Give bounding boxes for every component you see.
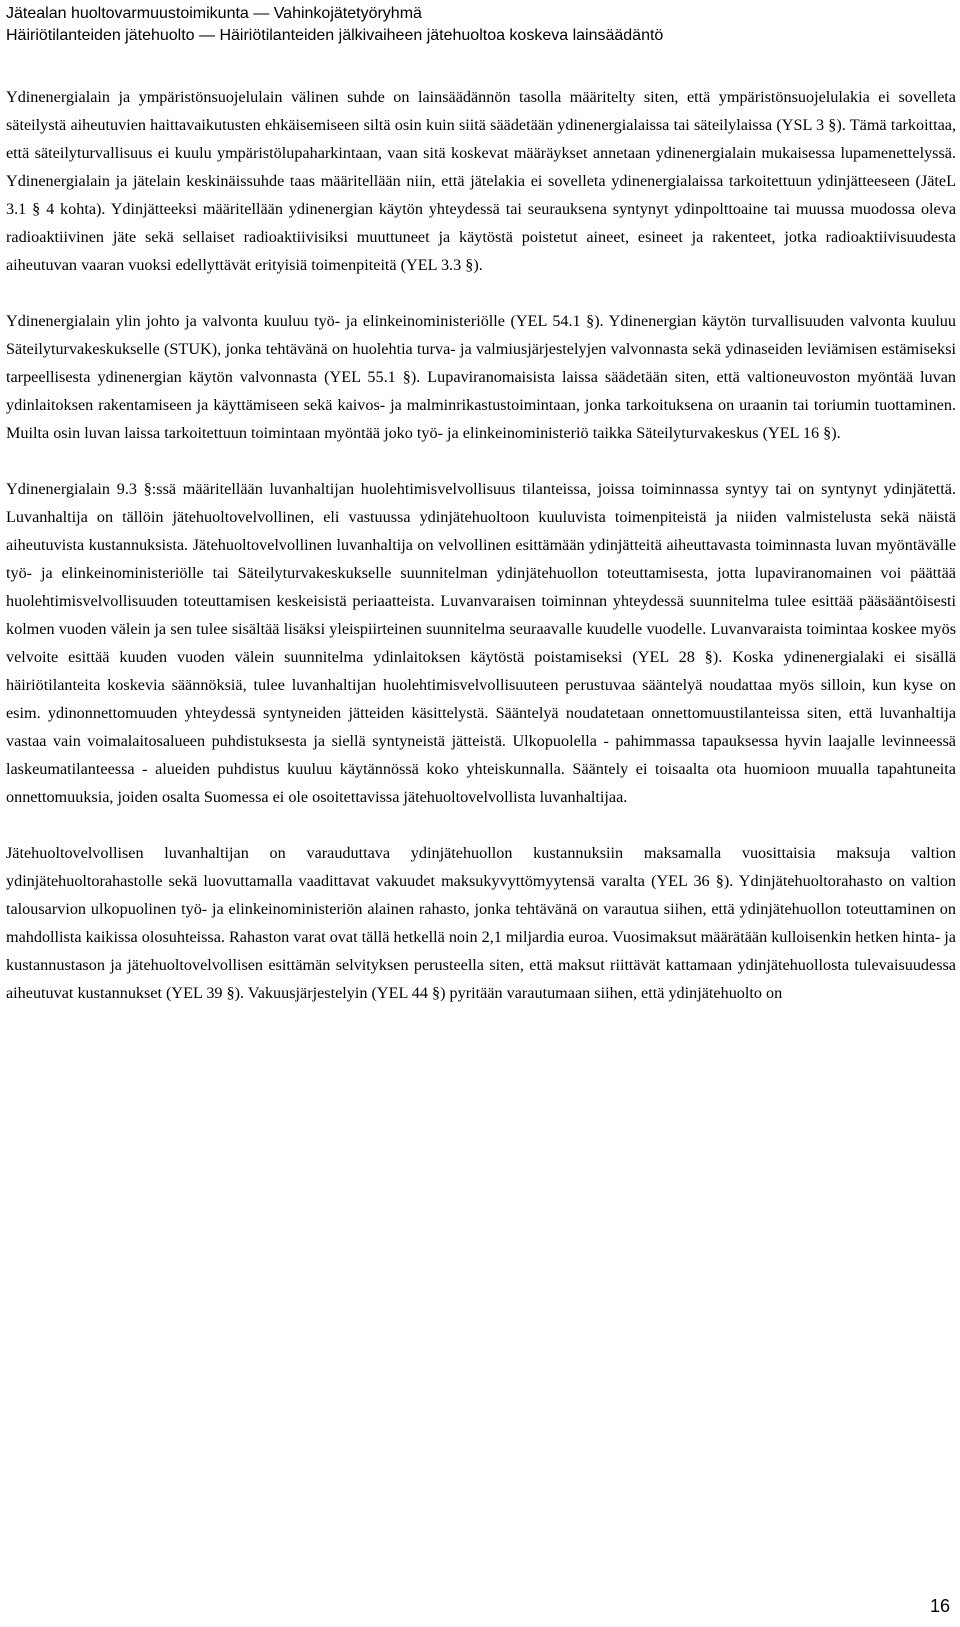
header-section: Häiriötilanteiden jätehuolto — Häiriötilanteiden jälkivaiheen jätehuoltoa koskeva lainsäädäntö xyxy=(6,27,664,44)
paragraph-3: Ydinenergialain 9.3 §:ssä määritellään luvanhaltijan huolehtimisvelvollisuus tilanteissa, joissa toiminnassa syntyy tai on syntynyt ydinjätettä. Luvanhaltija on tällöin jätehuoltovelvollinen, eli vastuussa ydinjätehuoltoon kuuluvista toimenpiteistä ja niiden valmistelusta sekä näistä aiheutuvista kustannuksista. Jätehuoltovelvollinen luvanhaltija on velvollinen esittämään ydinjätteitä aiheuttavasta toiminnasta luvan myöntävälle työ- ja elinkeinoministeriölle tai Säteilyturvakeskukselle suunnitelman ydinjätehuollon toteuttamisesta, jotta lupaviranomainen voi päättää huolehtimisvelvollisuuden toteuttamisen keskeisistä periaatteista. Luvanvaraisen toiminnan yhteydessä suunnitelma tulee esittää pääsääntöisesti kolmen vuoden välein ja sen tulee sisältää lisäksi yleispiirteinen suunnitelma seuraavalle kuudelle vuodelle. Luvanvaraista toimintaa koskee myös velvoite esittää kuuden vuoden välein suunnitelma ydinlaitoksen käytöstä poistamiseksi (YEL 28 §). Koska ydinenergialaki ei sisällä häiriötilanteita koskevia säännöksiä, tulee luvanhaltijan huolehtimisvelvollisuuteen perustuvaa sääntelyä noudattaa myös silloin, kun kyse on esim. ydinonnettomuuden yhteydessä syntyneiden jätteiden käsittelystä. Sääntelyä noudatetaan onnettomuustilanteissa siten, että luvanhaltija vastaa vain voimalaitosalueen puhdistuksesta ja siellä syntyneistä jätteistä. Ulkopuolella - pahimmassa tapauksessa hyvin laajalle levinneessä laskeumatilanteessa - alueiden puhdistus kuuluu käytännössä koko yhteiskunnalla. Sääntely ei toisaalta ota huomioon muualla tapahtuneita onnettomuuksia, joiden osalta Suomessa ei ole osoitettavissa jätehuoltovelvollista luvanhaltijaa. xyxy=(6,480,956,806)
running-header xyxy=(6,3,956,47)
page-number: 16 xyxy=(929,1596,950,1616)
paragraph-1: Ydinenergialain ja ympäristönsuojelulain välinen suhde on lainsäädännön tasolla määritelty siten, että ympäristönsuojelulakia ei sovelleta säteilystä aiheutuvien haittavaikutusten ehkäisemiseen siltä osin kuin siitä säädetään ydinenergialaissa tai säteilylaissa (YSL 3 §). Tämä tarkoittaa, että säteilyturvallisuus ei kuulu ympäristölupaharkintaan, vaan sitä koskevat määräykset annetaan ydinenergialain mukaisessa lupamenettelyssä. Ydinenergialain ja jätelain keskinäissuhde taas määritellään niin, että jätelakia ei sovelleta ydinenergialaissa tarkoitettuun ydinjätteeseen (JäteL 3.1 § 4 kohta). Ydinjätteeksi määritellään ydinenergian käytön yhteydessä tai seurauksena syntynyt ydinpolttoaine tai muussa muodossa oleva radioaktiivinen jäte sekä sellaiset radioaktiivisiksi muuttuneet ja käytöstä poistetut aineet, esineet ja rakenteet, jotka radioaktiivisuudesta aiheutuvan vaaran vuoksi edellyttävät erityisiä toimenpiteitä (YEL 3.3 §). xyxy=(6,88,956,274)
paragraph-2: Ydinenergialain ylin johto ja valvonta kuuluu työ- ja elinkeinoministeriölle (YEL 54.1 §). Ydinenergian käytön turvallisuuden valvonta kuuluu Säteilyturvakeskukselle (STUK), jonka tehtävänä on huolehtia turva- ja valmiusjärjestelyjen valvonnasta sekä ydinaseiden leviämisen estämiseksi tarpeellisesta ydinenergian käytön valvonnasta (YEL 55.1 §). Lupaviranomaisista laissa säädetään siten, että valtioneuvoston myöntää luvan ydinlaitoksen rakentamiseen ja käyttämiseen sekä kaivos- ja malminrikastustoimintaan, jonka tarkoituksena on uraanin tai toriumin tuottaminen. Muilta osin luvan laissa tarkoitettuun toimintaan myöntää joko työ- ja elinkeinoministeriö taikka Säteilyturvakeskus (YEL 16 §). xyxy=(6,312,956,442)
header-organization: Jätealan huoltovarmuustoimikunta — Vahinkojätetyöryhmä xyxy=(6,5,422,22)
paragraph-4: Jätehuoltovelvollisen luvanhaltijan on varauduttava ydinjätehuollon kustannuksiin maksamalla vuosittaisia maksuja valtion ydinjätehuoltorahastolle sekä luovuttamalla vaadittavat vakuudet maksukyvyttömyytensä varalta (YEL 36 §). Ydinjätehuoltorahasto on valtion talousarvion ulkopuolinen työ- ja elinkeinoministeriön alainen rahasto, jonka tehtävänä on varautua siihen, että ydinjätehuollon toteuttaminen on mahdollista kaikissa olosuhteissa. Rahaston varat ovat tällä hetkellä noin 2,1 miljardia euroa. Vuosimaksut määrätään kulloisenkin hetken hinta- ja kustannustason ja jätehuoltovelvollisen esittämän selvityksen perusteella siten, että maksut riittävät kattamaan ydinjätehuollosta tulevaisuudessa aiheutuvat kustannukset (YEL 39 §). Vakuusjärjestelyin (YEL 44 §) pyritään varautumaan siihen, että ydinjätehuolto on xyxy=(6,844,956,1002)
document-body xyxy=(6,83,956,1035)
